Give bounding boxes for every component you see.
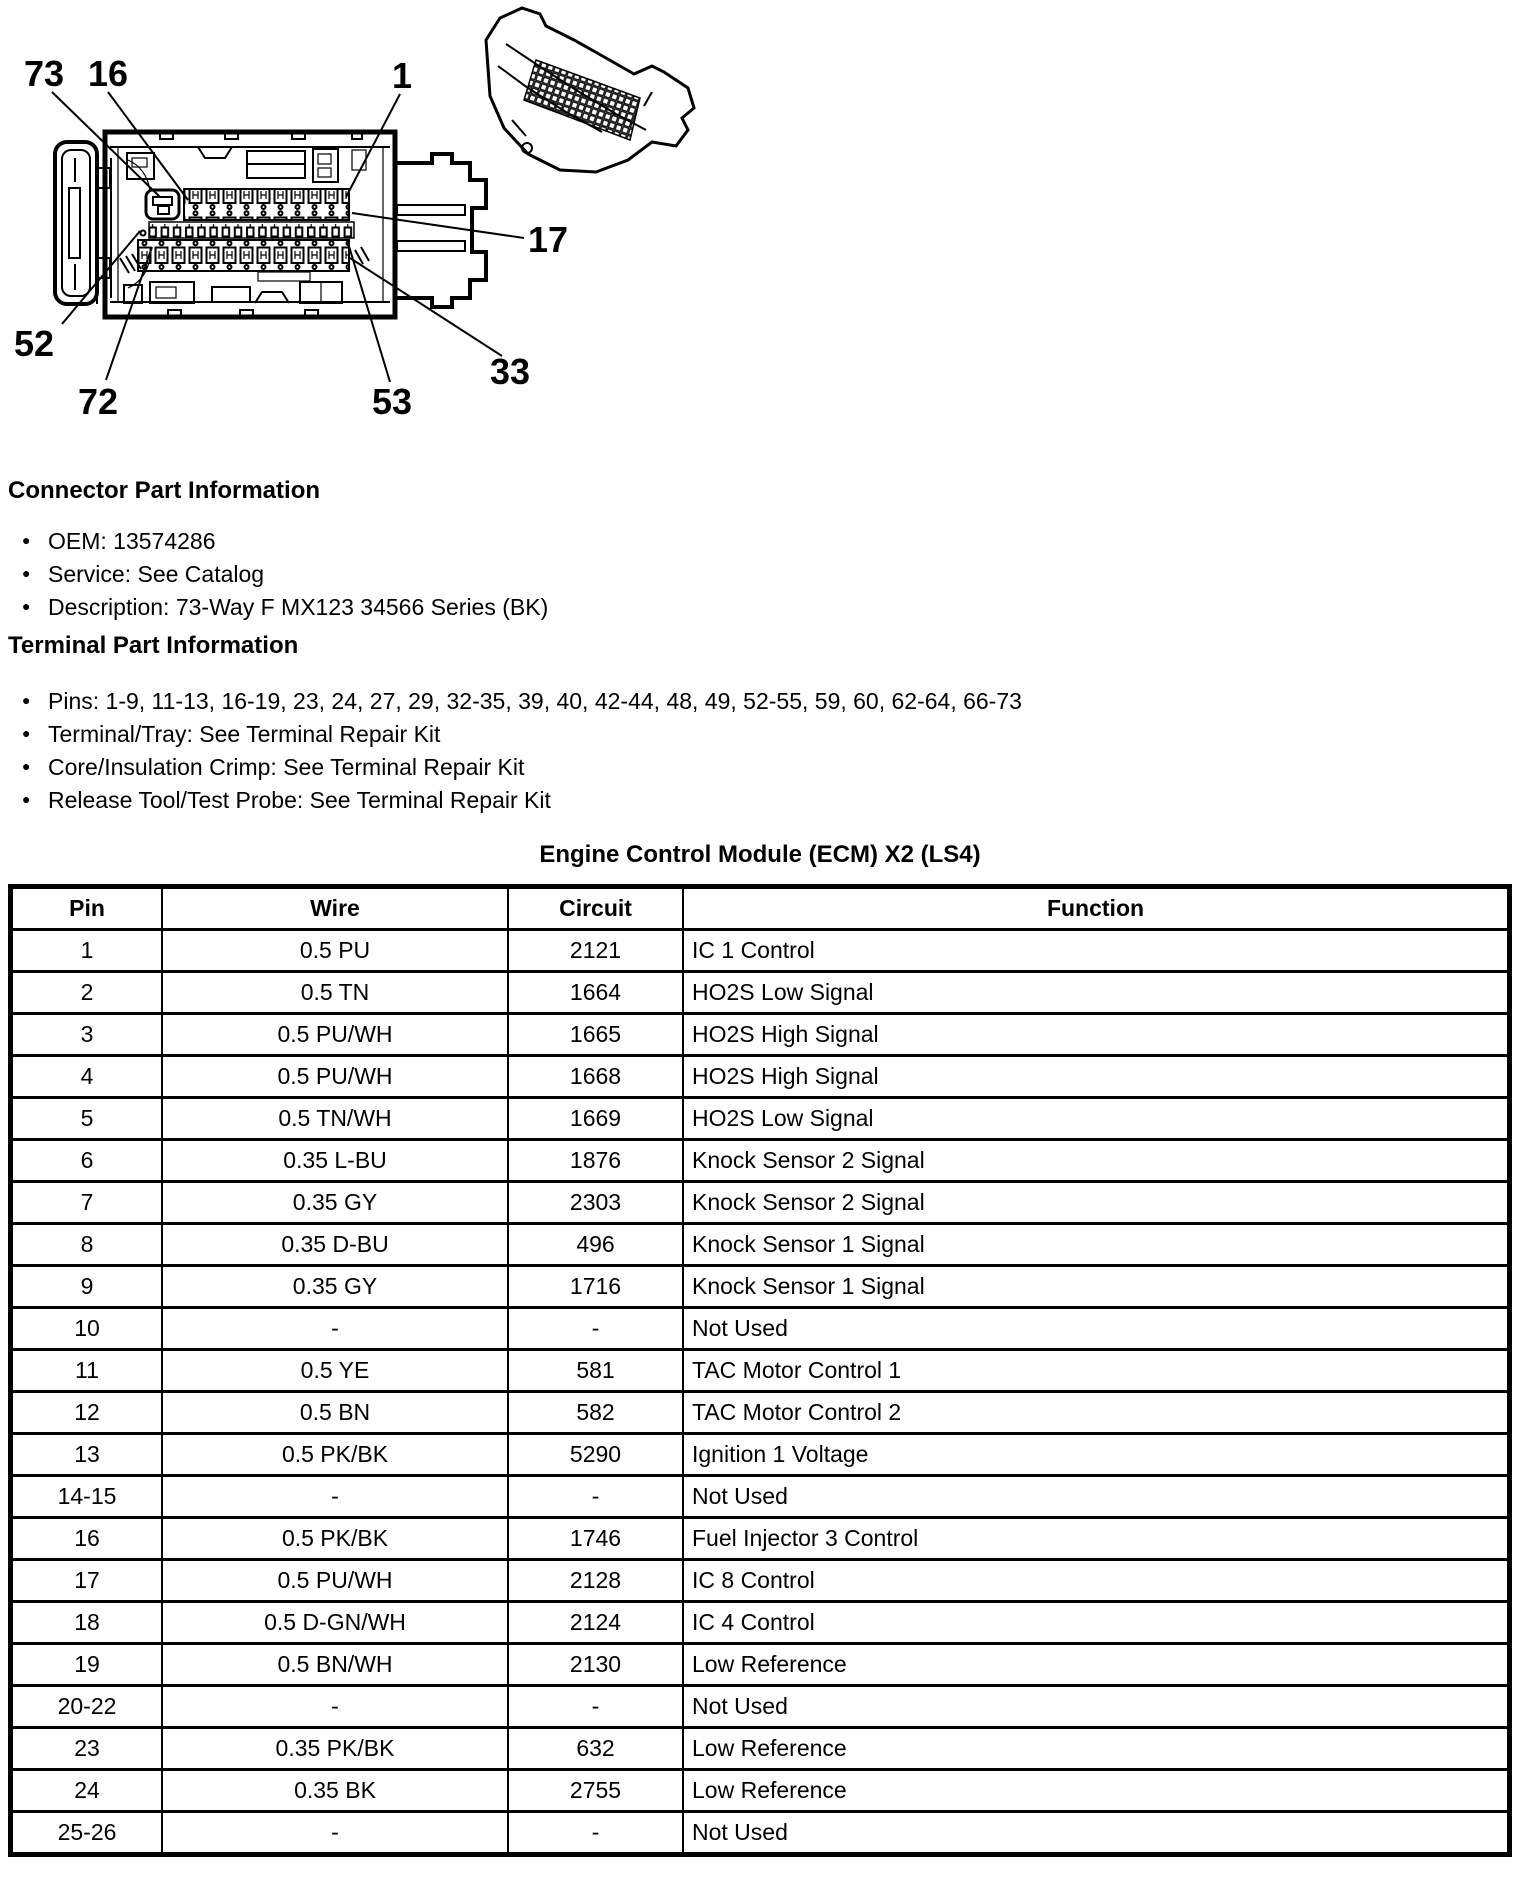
pin-cell: 7	[13, 1180, 161, 1222]
list-item-release-tool: ● Release Tool/Test Probe: See Terminal Repair Kit	[22, 788, 1520, 812]
wire-cell: 0.5 PK/BK	[161, 1516, 507, 1558]
table-row	[13, 1012, 1507, 1054]
function-cell: IC 8 Control	[682, 1558, 1507, 1600]
pin-cell: 5	[13, 1096, 161, 1138]
terminal-row-top	[184, 189, 349, 220]
callout-1: 1	[392, 55, 413, 96]
wire-cell: 0.5 PU/WH	[161, 1558, 507, 1600]
function-cell: Not Used	[682, 1684, 1507, 1726]
pin-cell: 13	[13, 1432, 161, 1474]
pin-cell: 17	[13, 1558, 161, 1600]
wire-cell: 0.5 TN/WH	[161, 1096, 507, 1138]
circuit-cell: 496	[507, 1222, 682, 1264]
wire-cell: 0.5 YE	[161, 1348, 507, 1390]
leader-line-52	[62, 231, 140, 324]
table-row	[13, 1474, 1507, 1516]
pin-cell: 1	[13, 928, 161, 970]
circuit-cell: 1716	[507, 1264, 682, 1306]
circuit-cell: 5290	[507, 1432, 682, 1474]
table-row	[13, 1096, 1507, 1138]
function-cell: Knock Sensor 2 Signal	[682, 1180, 1507, 1222]
circuit-cell: -	[507, 1684, 682, 1726]
list-item-pins: ● Pins: 1-9, 11-13, 16-19, 23, 24, 27, 29, 32-35, 39, 40, 42-44, 48, 49, 52-55, 59, 60, 62-64, 66-73	[22, 689, 1520, 713]
connector-diagram	[0, 0, 700, 432]
wire-cell: 0.35 D-BU	[161, 1222, 507, 1264]
col-header-wire: Wire	[161, 889, 507, 928]
connector-front-view	[55, 132, 395, 317]
pin-grid	[524, 60, 640, 140]
function-cell: Low Reference	[682, 1726, 1507, 1768]
wire-cell: 0.5 PU	[161, 928, 507, 970]
circuit-cell: 2130	[507, 1642, 682, 1684]
circuit-cell: 1664	[507, 970, 682, 1012]
list-item-terminal-tray: ● Terminal/Tray: See Terminal Repair Kit	[22, 722, 1520, 746]
pin-cell: 16	[13, 1516, 161, 1558]
pin-cell: 12	[13, 1390, 161, 1432]
wire-cell: 0.5 BN	[161, 1390, 507, 1432]
wire-cell: 0.5 PK/BK	[161, 1432, 507, 1474]
connector-part-info-list	[22, 529, 1520, 619]
table-row	[13, 1432, 1507, 1474]
terminal-row-middle	[149, 222, 354, 238]
table-row	[13, 1390, 1507, 1432]
leader-line-33	[350, 258, 502, 356]
wire-cell: 0.35 GY	[161, 1264, 507, 1306]
leader-line-17	[352, 213, 524, 238]
table-row	[13, 1264, 1507, 1306]
circuit-cell: 581	[507, 1348, 682, 1390]
pin-cell: 10	[13, 1306, 161, 1348]
table-row	[13, 1642, 1507, 1684]
callout-16: 16	[88, 53, 129, 94]
circuit-cell: 1669	[507, 1096, 682, 1138]
circuit-cell: 632	[507, 1726, 682, 1768]
table-row	[13, 1306, 1507, 1348]
table-row	[13, 1810, 1507, 1852]
function-cell: HO2S Low Signal	[682, 970, 1507, 1012]
table-row	[13, 1348, 1507, 1390]
col-header-function: Function	[682, 889, 1507, 928]
circuit-cell: -	[507, 1306, 682, 1348]
circuit-cell: 1876	[507, 1138, 682, 1180]
table-row	[13, 1222, 1507, 1264]
connector-part-info-heading: Connector Part Information	[8, 477, 321, 504]
circuit-cell: 1668	[507, 1054, 682, 1096]
wire-cell: 0.5 PU/WH	[161, 1012, 507, 1054]
circuit-cell: 2303	[507, 1180, 682, 1222]
table-row	[13, 1600, 1507, 1642]
leader-line-72	[106, 247, 152, 380]
col-header-pin: Pin	[69, 895, 105, 921]
function-cell: IC 1 Control	[682, 928, 1507, 970]
table-row	[13, 1138, 1507, 1180]
terminal-row-bottom	[138, 240, 349, 271]
function-cell: TAC Motor Control 1	[682, 1348, 1507, 1390]
callout-73: 73	[24, 53, 65, 94]
connector-3d-view	[486, 8, 694, 172]
wire-cell: -	[161, 1306, 507, 1348]
table-row	[13, 1726, 1507, 1768]
function-cell: Not Used	[682, 1306, 1507, 1348]
circuit-cell: 2128	[507, 1558, 682, 1600]
function-cell: TAC Motor Control 2	[682, 1390, 1507, 1432]
wire-cell: 0.35 BK	[161, 1768, 507, 1810]
pin-cell: 11	[13, 1348, 161, 1390]
pin-cell: 23	[13, 1726, 161, 1768]
leader-line-1	[346, 94, 400, 197]
table-row	[13, 1768, 1507, 1810]
table-row	[13, 1684, 1507, 1726]
pin-cell: 25-26	[13, 1810, 161, 1852]
callout-33: 33	[490, 351, 531, 392]
circuit-cell: -	[507, 1810, 682, 1852]
pin-cell: 14-15	[13, 1474, 161, 1516]
list-item-service: ● Service: See Catalog	[22, 562, 1520, 586]
table-row	[13, 1180, 1507, 1222]
circuit-cell: 1665	[507, 1012, 682, 1054]
table-header-row	[13, 889, 1507, 928]
pinout-table	[8, 884, 1512, 1857]
callout-52: 52	[14, 323, 55, 364]
circuit-cell: 582	[507, 1390, 682, 1432]
wire-cell: 0.35 PK/BK	[161, 1726, 507, 1768]
pin-cell: 6	[13, 1138, 161, 1180]
pin-cell: 8	[13, 1222, 161, 1264]
circuit-cell: 2755	[507, 1768, 682, 1810]
pin-cell: 3	[13, 1012, 161, 1054]
pin-cell: 20-22	[13, 1684, 161, 1726]
circuit-cell: -	[507, 1474, 682, 1516]
callout-17: 17	[528, 219, 569, 260]
table-row	[13, 1558, 1507, 1600]
wire-cell: 0.5 PU/WH	[161, 1054, 507, 1096]
list-item-oem: ● OEM: 13574286	[22, 529, 1520, 553]
table-title: Engine Control Module (ECM) X2 (LS4)	[539, 841, 981, 868]
connector-diagram-section	[0, 0, 1520, 432]
wire-cell: 0.5 D-GN/WH	[161, 1600, 507, 1642]
pin-cell: 2	[13, 970, 161, 1012]
pin-cell: 19	[13, 1642, 161, 1684]
table-row	[13, 1516, 1507, 1558]
wire-cell: -	[161, 1474, 507, 1516]
function-cell: HO2S Low Signal	[682, 1096, 1507, 1138]
pin-cell: 4	[13, 1054, 161, 1096]
circuit-cell: 2124	[507, 1600, 682, 1642]
function-cell: HO2S High Signal	[682, 1012, 1507, 1054]
function-cell: Knock Sensor 2 Signal	[682, 1138, 1507, 1180]
list-item-description: ● Description: 73-Way F MX123 34566 Series (BK)	[22, 595, 1520, 619]
terminal-part-info-heading: Terminal Part Information	[8, 632, 299, 659]
table-row	[13, 1054, 1507, 1096]
circuit-cell: 1746	[507, 1516, 682, 1558]
function-cell: Ignition 1 Voltage	[682, 1432, 1507, 1474]
function-cell: Low Reference	[682, 1642, 1507, 1684]
pin-cell: 24	[13, 1768, 161, 1810]
callout-53: 53	[372, 381, 413, 422]
function-cell: Not Used	[682, 1810, 1507, 1852]
function-cell: Low Reference	[682, 1768, 1507, 1810]
wire-cell: -	[161, 1810, 507, 1852]
function-cell: Knock Sensor 1 Signal	[682, 1222, 1507, 1264]
wire-cell: 0.35 GY	[161, 1180, 507, 1222]
table-row	[13, 928, 1507, 970]
circuit-cell: 2121	[507, 928, 682, 970]
pin-cell: 9	[13, 1264, 161, 1306]
function-cell: IC 4 Control	[682, 1600, 1507, 1642]
function-cell: HO2S High Signal	[682, 1054, 1507, 1096]
wire-cell: 0.5 BN/WH	[161, 1642, 507, 1684]
wire-cell: 0.35 L-BU	[161, 1138, 507, 1180]
pin-cell: 18	[13, 1600, 161, 1642]
wire-cell: 0.5 TN	[161, 970, 507, 1012]
col-header-circuit: Circuit	[507, 889, 682, 928]
leader-line-53	[348, 243, 390, 382]
wire-cell: -	[161, 1684, 507, 1726]
function-cell: Knock Sensor 1 Signal	[682, 1264, 1507, 1306]
function-cell: Not Used	[682, 1474, 1507, 1516]
table-row	[13, 970, 1507, 1012]
callout-72: 72	[78, 381, 119, 422]
list-item-core-crimp: ● Core/Insulation Crimp: See Terminal Repair Kit	[22, 755, 1520, 779]
terminal-part-info-list	[22, 689, 1520, 812]
function-cell: Fuel Injector 3 Control	[682, 1516, 1507, 1558]
